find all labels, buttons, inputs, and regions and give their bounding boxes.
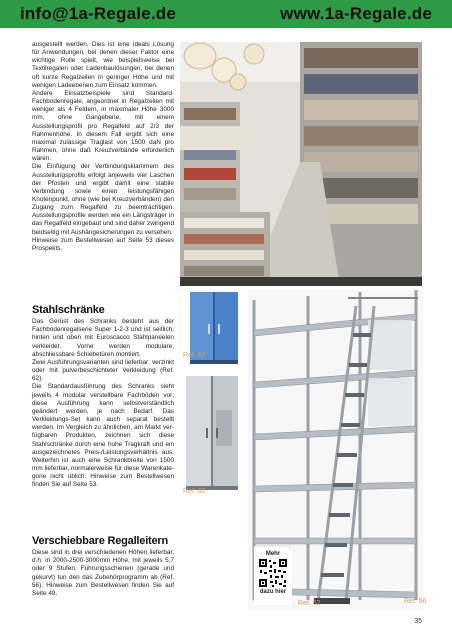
steel-cabinet-photo [180, 370, 244, 498]
ladders-section [32, 537, 174, 598]
cabinets-section [32, 306, 174, 489]
cabinets-paragraph-2: Zwei Ausführungsvarianten sind lieferbar: verzinkt oder mit pulverbeschichteter Verkleidung (Ref. 62). [32, 358, 174, 383]
header-website[interactable]: www.1a-Regale.de [280, 4, 432, 23]
header-bar [0, 0, 452, 28]
cabinets-heading: Stahlschränke [32, 304, 105, 316]
qr-code-icon [258, 558, 288, 588]
ladder-left-ref: Ref. 62 [298, 600, 321, 607]
page-number: 35 [414, 618, 422, 625]
intro-paragraph-3: Die Einfügung der Verbindungsklammern des Ausstellungsprofils erfolgt anjeweils vier Laschen der Pfosten und ergibt damit eine stabile Verbindung sowie einen leistungsfähigen Knotenpunkt, ohne (wie bei Kreuzverbänden) den Zugang zum Regalfeld zu beeinträchtigen. Ausstellungsprofile werden wie ein Längsträger in das Regalfeld eingebaut und sind daher zwingend beidseitig mit Aushängesicherungen zu versehen. [32, 163, 174, 236]
intro-paragraph-2: Andere Einsatzbeispiele sind Standard-Fachbodenregale, angeordnet in Regalzeilen mit weniger als 4 Feldern, in maximaler Höhe 3000 mm, ohne Gangebene, mit einem Ausstellungsprofil pro Regalfeld auf 2/3 der Rahmenhöhe. In diesem Fall ergibt sich eine maximal zulässige Traglast von 1500 daN pro Rahmen, ohne daß Kreuzverbände erforderlich wären. [32, 89, 174, 163]
steel-cabinet-ref: Ref. 62 [183, 488, 206, 495]
header-email[interactable]: info@1a-Regale.de [20, 4, 177, 23]
cabinets-paragraph-3: Die Standardausführung des Schranks sieht jeweils 4 modular verstellbare Fachböden vor; diese Ausführung kann selbstverständlich geändert werden, je nach Bedarf. Das Verkleidungs-Set kann auch separat bestellt werden. Im Vergleich zu ähnlichen, am Markt verfügbaren Produkten, zeichnen sich diese Stahlschränke durch eine hohe Tragkraft und ein ausgezeichnetes Preis-/Leistungsverhältnis aus. Weiterhin ist auch eine Schrankbreite von 1500 mm lieferbar, normalerweise für diese Warenkategorie nicht üblich. Hinweise zum Bestellwesen finden Sie auf Seite 53. [32, 383, 174, 489]
blue-cabinet-ref: Ref. 62 [183, 352, 206, 359]
intro-paragraph-4: Hinweise zum Bestellwesen auf Seite 53 dieses Prospekts. [32, 236, 174, 252]
qr-code-box[interactable] [254, 549, 292, 605]
ladders-heading: Verschiebbare Regalleitern [32, 535, 169, 547]
cabinets-paragraph-1: Das Gerüst des Schranks besteht aus der Fachbodenregalserie Super 1-2-3 und ist seitlich, hinten und oben mit Euroscacco Stahlpaneelen verkleidet. Vorne werden modulare, abschliessbare Schiebetüren montiert. [32, 318, 174, 358]
qr-caption-top: Mehr [265, 551, 281, 557]
ladders-paragraph: Diese sind in drei verschiedenen Höhen lieferbar, d.h. in 2000-2500-3000mm Höhe, mit jeweils 5,7 oder 9 Stufen. Führungsschienen (gerade und gekurvt) tun den das Zubehörprogramm ab (Ref. 56). Hinweise zum Bestellwesen finden Sie auf Seite 49. [32, 549, 174, 597]
shop-interior-photo [180, 42, 422, 286]
intro-paragraph-1: ausgestellt werden. Dies ist eine ideals Lösung für Anwendungen, bei denen dieser Faktor eine wichtige Rolle spielt, wie beispielsweise bei Textilregalen oder Ladenbaulösungen, bei denen oft kurze Regalzeilen in geringer Höhe und mit wenigen Ladeebenen zum Einsatz kommen. [32, 41, 174, 89]
qr-caption-bottom: dazu hier [259, 589, 287, 595]
ladder-right-ref: Ref. 56 [404, 598, 427, 605]
intro-text-column [32, 41, 174, 253]
